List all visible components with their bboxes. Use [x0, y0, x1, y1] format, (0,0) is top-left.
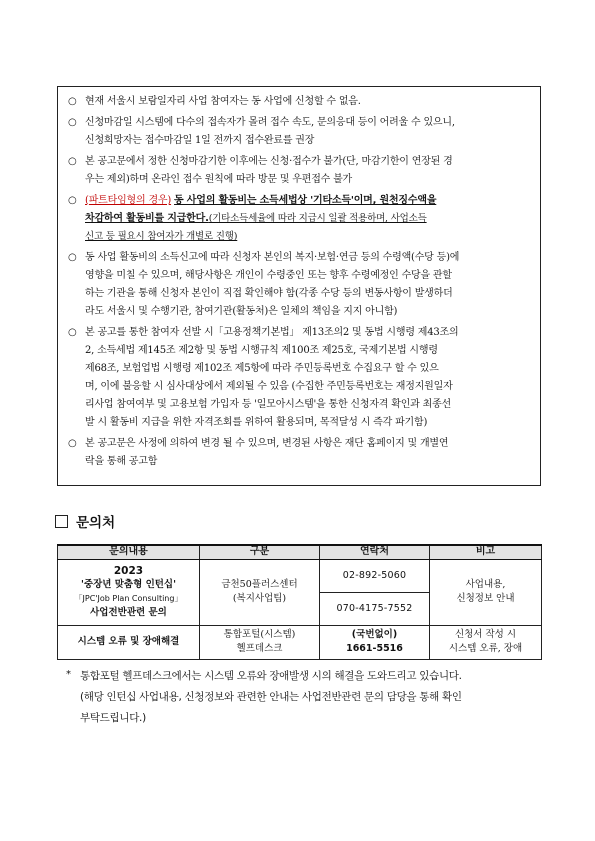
notice-text-line — [85, 228, 534, 246]
inquiry-general — [58, 559, 200, 625]
income-notice-bold-2: 차감하여 활동비를 지급한다. — [85, 213, 209, 224]
table-header-row — [58, 545, 542, 559]
notice-text: 리사업 참여여부 및 고용보험 가입자 등 '일모아시스템'을 통한 신청자격 확인과 최종선 — [85, 399, 451, 410]
notice-text: 영향을 미칠 수 있으며, 해당사항은 개인이 수령중인 또는 향후 수령예정인 수당을 관할 — [85, 270, 452, 281]
table-row — [58, 625, 542, 659]
notice-text: 본 공고를 통한 참여자 선발 시「고용정책기본법」 제13조의2 및 동법 시행령 제43조의 — [85, 327, 459, 338]
contact-table — [57, 544, 542, 660]
division-helpdesk — [200, 625, 320, 659]
note-system-line2: 시스템 오류, 장애 — [448, 643, 523, 654]
notice-text-line — [85, 210, 534, 228]
section-title-text: 문의처 — [76, 515, 116, 531]
square-box-icon — [55, 515, 68, 528]
division-team-name: (복지사업팀) — [232, 593, 287, 604]
header-note: 비고 — [430, 545, 542, 559]
phone-helpdesk — [320, 625, 430, 659]
phone-primary: 02-892-5060 — [320, 559, 430, 592]
note-system-line1: 신청서 작성 시 — [454, 629, 517, 640]
division-center-name: 금천50플러스센터 — [221, 579, 298, 590]
division-helpdesk-line1: 통합포털(시스템) — [223, 629, 296, 640]
notice-text: 동 사업 활동비의 소득신고에 따라 신청자 본인의 복지·보험·연금 등의 수령액(수당 등)에 — [85, 252, 460, 263]
notice-item-5 — [68, 249, 534, 321]
header-contact: 연락처 — [320, 545, 430, 559]
income-notice-detail: (기타소득세율에 따라 지급시 일괄 적용하며, 사업소득 — [208, 213, 427, 224]
notice-item-7 — [68, 435, 534, 471]
notice-text: 발 시 활동비 지급을 위한 자격조회를 위하여 활용되며, 목적달성 시 즉각 파기함) — [85, 417, 428, 428]
inquiry-program-title: '중장년 맞춤형 인턴십' — [80, 579, 177, 590]
phone-helpdesk-prefix: (국번없이) — [351, 629, 398, 640]
notice-text: 며, 이에 불응할 시 심사대상에서 제외될 수 있음 (수집한 주민등록번호는 재정지원일자 — [85, 381, 453, 392]
footnote-line: (해당 인턴십 사업내용, 신청정보와 관련한 안내는 사업전반관련 문의 담당을 통해 확인 — [80, 691, 462, 703]
notice-text: 제68조, 보험업법 시행령 제102조 제5항에 따라 주민등록번호 수집요구 할 수 있으 — [85, 363, 439, 374]
income-notice-detail-2: 신고 등 필요시 참여자가 개별로 진행) — [85, 231, 238, 242]
parttime-label: (파트타임형의 경우) — [85, 195, 172, 206]
division-helpdesk-line2: 헬프데스크 — [236, 643, 283, 654]
notice-text-line — [85, 192, 534, 210]
income-notice-bold: 동 사업의 활동비는 소득세법상 '기타소득'이며, 원천징수액을 — [174, 195, 437, 206]
note-general — [430, 559, 542, 625]
table-row — [58, 559, 542, 592]
circle-bullet-icon: ○ — [68, 156, 77, 167]
circle-bullet-icon: ○ — [68, 96, 77, 107]
division-center — [200, 559, 320, 625]
inquiry-program-main: 사업전반관련 문의 — [90, 607, 167, 618]
note-general-line2: 신청정보 안내 — [456, 593, 515, 604]
circle-bullet-icon: ○ — [68, 327, 77, 338]
notice-item-1 — [68, 93, 534, 111]
notice-text: 현재 서울시 보람일자리 사업 참여자는 동 사업에 신청할 수 없음. — [85, 96, 361, 107]
inquiry-program-sub: 「JPC'Job Plan Consulting」 — [74, 594, 183, 603]
footnote — [66, 666, 546, 729]
notice-text: 본 공고문에서 정한 신청마감기한 이후에는 신청·접수가 불가(단, 마감기한이 연장된 경 — [85, 156, 453, 167]
header-inquiry: 문의내용 — [58, 545, 200, 559]
notice-text: 본 공고문은 사정에 의하여 변경 될 수 있으며, 변경된 사항은 재단 홈페이지 및 개별연 — [85, 438, 449, 449]
phone-secondary: 070-4175-7552 — [320, 592, 430, 625]
inquiry-system: 시스템 오류 및 장애해결 — [58, 625, 200, 659]
notice-text: 신청희망자는 접수마감일 1일 전까지 접수완료를 권장 — [85, 135, 315, 146]
notice-text: 하는 기관을 통해 신청자 본인이 직접 확인해야 함(각종 수당 등의 변동사항이 발생하더 — [85, 288, 453, 299]
inquiry-year: 2023 — [113, 565, 144, 577]
phone-helpdesk-number: 1661-5516 — [346, 643, 403, 654]
notice-text: 라도 서울시 및 수행기관, 참여기관(활동처)은 일체의 책임을 지지 아니함) — [85, 306, 398, 317]
notice-item-2 — [68, 114, 534, 150]
circle-bullet-icon: ○ — [68, 438, 77, 449]
circle-bullet-icon: ○ — [68, 117, 77, 128]
footnote-line: 통합포털 헬프데스크에서는 시스템 오류와 장애발생 시의 해결을 도와드리고 있습니다. — [80, 670, 462, 682]
circle-bullet-icon: ○ — [68, 252, 77, 263]
footnote-line: 부탁드립니다.) — [80, 712, 146, 724]
notice-text: 우는 제외)하며 온라인 접수 원칙에 따라 방문 및 우편접수 불가 — [85, 174, 353, 185]
notice-text: 신청마감일 시스템에 다수의 접속자가 몰려 접수 속도, 문의응대 등이 어려울 수 있으니, — [85, 117, 455, 128]
notice-box — [57, 86, 541, 486]
note-general-line1: 사업내용, — [465, 579, 506, 590]
circle-bullet-icon: ○ — [68, 195, 77, 206]
section-title — [55, 512, 115, 530]
notice-item-6 — [68, 324, 534, 432]
notice-item-3 — [68, 153, 534, 189]
notice-item-4 — [68, 192, 534, 246]
notice-text: 2, 소득세법 제145조 제2항 및 동법 시행규칙 제100조 제25호, 국제기본법 시행령 — [85, 345, 438, 356]
note-system — [430, 625, 542, 659]
header-division: 구분 — [200, 545, 320, 559]
notice-text: 락을 통해 공고함 — [85, 456, 158, 467]
asterisk-icon: * — [66, 669, 71, 680]
